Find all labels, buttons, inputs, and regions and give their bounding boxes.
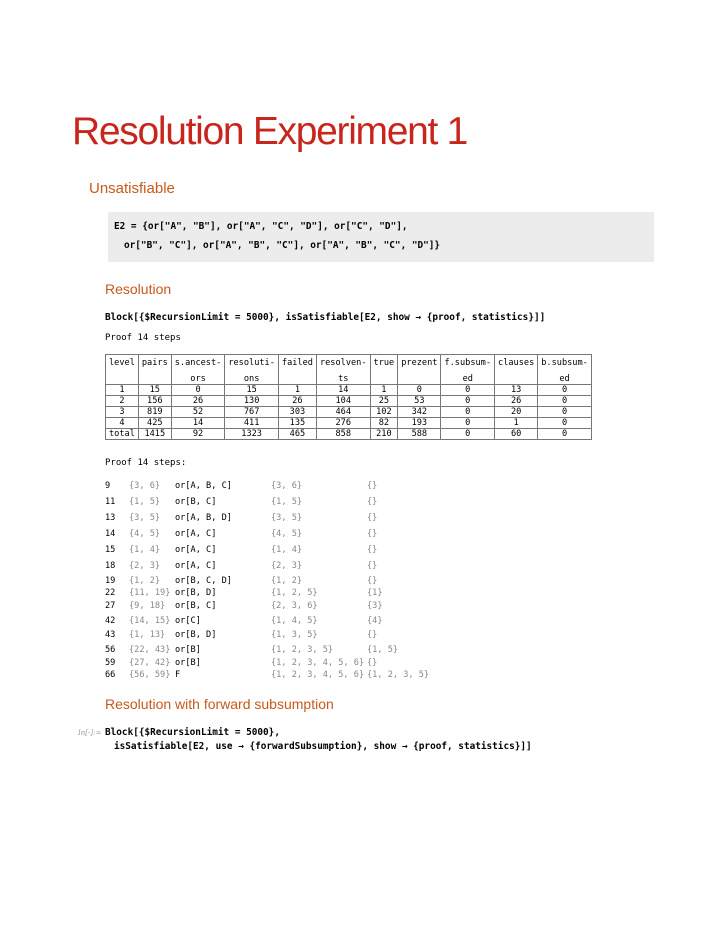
proof-step-pair: {14, 15} [129, 616, 171, 626]
stats-cell: 26 [278, 396, 316, 407]
stats-row [106, 429, 592, 440]
section-resolution: Resolution [105, 281, 172, 297]
proof-step-ancestors: {1, 4, 5} [271, 616, 318, 626]
proof-step-number: 27 [105, 601, 116, 611]
section-forward-subsumption: Resolution with forward subsumption [105, 696, 334, 712]
stats-cell: 0 [538, 418, 592, 429]
stats-cell: 1323 [225, 429, 279, 440]
proof-step-number: 18 [105, 561, 116, 571]
definition-cell[interactable] [108, 212, 654, 262]
stats-row [106, 385, 592, 396]
proof-step-clause: or[B] [175, 645, 201, 655]
stats-cell: 0 [538, 396, 592, 407]
proof-step-clause: or[B, D] [175, 588, 217, 598]
stats-cell: 92 [171, 429, 225, 440]
proof-step-number: 66 [105, 670, 116, 680]
proof-step-number: 43 [105, 630, 116, 640]
proof-step-resolvents: {} [367, 630, 378, 640]
proof-step-clause: F [175, 670, 181, 680]
proof-step-ancestors: {1, 3, 5} [271, 630, 318, 640]
stats-header-cell: prezent [398, 355, 441, 385]
proof-step-number: 9 [105, 481, 111, 491]
proof-step-resolvents: {4} [367, 616, 383, 626]
stats-header-cell: failed [278, 355, 316, 385]
proof-step-number: 59 [105, 658, 116, 668]
stats-cell: 1 [495, 418, 538, 429]
stats-cell: 104 [316, 396, 370, 407]
stats-cell: 0 [441, 385, 495, 396]
stats-cell: 2 [106, 396, 139, 407]
stats-cell: 53 [398, 396, 441, 407]
proof-step-ancestors: {3, 6} [271, 481, 303, 491]
stats-cell: 25 [370, 396, 398, 407]
stats-cell: 411 [225, 418, 279, 429]
stats-cell: 425 [138, 418, 171, 429]
proof-step-clause: or[B, C, D] [175, 576, 232, 586]
proof-step-ancestors: {4, 5} [271, 529, 303, 539]
stats-cell: 4 [106, 418, 139, 429]
notebook-title: Resolution Experiment 1 [72, 110, 467, 153]
definition-line-1: E2 = {or["A", "B"], or["A", "C", "D"], or["C", "D"], [114, 221, 408, 232]
proof-step-ancestors: {1, 5} [271, 497, 303, 507]
proof-step-clause: or[A, C] [175, 561, 217, 571]
stats-cell: 1415 [138, 429, 171, 440]
stats-row [106, 396, 592, 407]
stats-row [106, 407, 592, 418]
proof-step-number: 15 [105, 545, 116, 555]
proof-step-pair: {3, 6} [129, 481, 161, 491]
stats-cell: 588 [398, 429, 441, 440]
proof-step-clause: or[A, C] [175, 545, 217, 555]
proof-step-resolvents: {} [367, 545, 378, 555]
stats-cell: 0 [538, 385, 592, 396]
proof-step-clause: or[B, D] [175, 630, 217, 640]
stats-cell: 26 [495, 396, 538, 407]
stats-cell: 130 [225, 396, 279, 407]
stats-cell: 26 [171, 396, 225, 407]
stats-cell: 342 [398, 407, 441, 418]
proof-step-ancestors: {2, 3, 6} [271, 601, 318, 611]
stats-cell: 819 [138, 407, 171, 418]
stats-cell: 1 [278, 385, 316, 396]
stats-cell: 303 [278, 407, 316, 418]
stats-cell: 0 [398, 385, 441, 396]
proof-step-clause: or[A, C] [175, 529, 217, 539]
proof-step-resolvents: {} [367, 529, 378, 539]
stats-cell: 156 [138, 396, 171, 407]
input-cell-2-line-1[interactable]: Block[{$RecursionLimit = 5000}, [105, 727, 280, 738]
stats-cell: 60 [495, 429, 538, 440]
stats-cell: 0 [441, 418, 495, 429]
stats-cell: 0 [441, 407, 495, 418]
stats-cell: 767 [225, 407, 279, 418]
proof-step-pair: {4, 5} [129, 529, 161, 539]
proof-step-pair: {11, 19} [129, 588, 171, 598]
stats-cell: 13 [495, 385, 538, 396]
stats-header-cell: clauses [495, 355, 538, 385]
proof-step-number: 13 [105, 513, 116, 523]
proof-step-number: 22 [105, 588, 116, 598]
proof-step-pair: {2, 3} [129, 561, 161, 571]
proof-step-pair: {56, 59} [129, 670, 171, 680]
stats-cell: 0 [441, 429, 495, 440]
stats-cell: 14 [316, 385, 370, 396]
input-label: In[-]:= [78, 729, 102, 737]
proof-step-pair: {1, 13} [129, 630, 166, 640]
stats-cell: 52 [171, 407, 225, 418]
stats-header-cell: s.ancest- ors [171, 355, 225, 385]
proof-step-clause: or[C] [175, 616, 201, 626]
proof-step-ancestors: {1, 2} [271, 576, 303, 586]
stats-cell: 135 [278, 418, 316, 429]
stats-cell: total [106, 429, 139, 440]
stats-cell: 14 [171, 418, 225, 429]
proof-step-pair: {22, 43} [129, 645, 171, 655]
stats-cell: 1 [370, 385, 398, 396]
stats-cell: 0 [538, 429, 592, 440]
stats-header-cell: level [106, 355, 139, 385]
stats-row [106, 418, 592, 429]
stats-header-cell: resolven- ts [316, 355, 370, 385]
proof-step-clause: or[A, B, D] [175, 513, 232, 523]
stats-header-cell: b.subsum- ed [538, 355, 592, 385]
stats-cell: 15 [138, 385, 171, 396]
stats-cell: 0 [171, 385, 225, 396]
stats-cell: 82 [370, 418, 398, 429]
stats-cell: 0 [441, 396, 495, 407]
proof-step-resolvents: {1, 2, 3, 5} [367, 670, 430, 680]
proof-step-number: 14 [105, 529, 116, 539]
stats-cell: 102 [370, 407, 398, 418]
proof-step-number: 19 [105, 576, 116, 586]
proof-step-number: 56 [105, 645, 116, 655]
proof-step-ancestors: {3, 5} [271, 513, 303, 523]
definition-line-2: or["B", "C"], or["A", "B", "C"], or["A", "B", "C", "D"]} [124, 240, 441, 251]
stats-cell: 1 [106, 385, 139, 396]
proof-step-resolvents: {} [367, 497, 378, 507]
stats-cell: 276 [316, 418, 370, 429]
stats-cell: 464 [316, 407, 370, 418]
proof-steps-label: Proof 14 steps: [105, 458, 187, 468]
stats-cell: 858 [316, 429, 370, 440]
proof-step-number: 42 [105, 616, 116, 626]
proof-step-pair: {1, 5} [129, 497, 161, 507]
stats-header-cell: f.subsum- ed [441, 355, 495, 385]
proof-step-ancestors: {1, 2, 3, 5} [271, 645, 334, 655]
proof-step-pair: {1, 4} [129, 545, 161, 555]
proof-step-resolvents: {1} [367, 588, 383, 598]
proof-step-resolvents: {1, 5} [367, 645, 399, 655]
proof-step-pair: {27, 42} [129, 658, 171, 668]
section-unsatisfiable: Unsatisfiable [89, 180, 175, 197]
proof-step-resolvents: {3} [367, 601, 383, 611]
proof-step-ancestors: {1, 2, 5} [271, 588, 318, 598]
stats-header-cell: resoluti- ons [225, 355, 279, 385]
proof-step-pair: {9, 18} [129, 601, 166, 611]
proof-step-resolvents: {} [367, 658, 378, 668]
proof-step-pair: {1, 2} [129, 576, 161, 586]
stats-cell: 3 [106, 407, 139, 418]
proof-summary: Proof 14 steps [105, 333, 181, 343]
proof-step-pair: {3, 5} [129, 513, 161, 523]
input-cell-2-line-2[interactable]: isSatisfiable[E2, use → {forwardSubsumption}, show → {proof, statistics}]] [114, 741, 532, 752]
input-cell-1[interactable]: Block[{$RecursionLimit = 5000}, isSatisfiable[E2, show → {proof, statistics}]] [105, 312, 546, 323]
stats-cell: 193 [398, 418, 441, 429]
stats-header-cell: true [370, 355, 398, 385]
proof-step-clause: or[A, B, C] [175, 481, 232, 491]
proof-step-resolvents: {} [367, 481, 378, 491]
proof-step-number: 11 [105, 497, 116, 507]
proof-step-resolvents: {} [367, 561, 378, 571]
proof-step-resolvents: {} [367, 576, 378, 586]
proof-step-resolvents: {} [367, 513, 378, 523]
statistics-table [105, 354, 592, 440]
proof-step-ancestors: {1, 2, 3, 4, 5, 6} [271, 658, 365, 668]
stats-cell: 0 [538, 407, 592, 418]
proof-step-ancestors: {1, 2, 3, 4, 5, 6} [271, 670, 365, 680]
stats-cell: 20 [495, 407, 538, 418]
proof-step-clause: or[B, C] [175, 497, 217, 507]
stats-cell: 210 [370, 429, 398, 440]
proof-step-ancestors: {1, 4} [271, 545, 303, 555]
proof-step-clause: or[B] [175, 658, 201, 668]
stats-cell: 15 [225, 385, 279, 396]
proof-step-clause: or[B, C] [175, 601, 217, 611]
proof-step-ancestors: {2, 3} [271, 561, 303, 571]
stats-header-cell: pairs [138, 355, 171, 385]
stats-cell: 465 [278, 429, 316, 440]
